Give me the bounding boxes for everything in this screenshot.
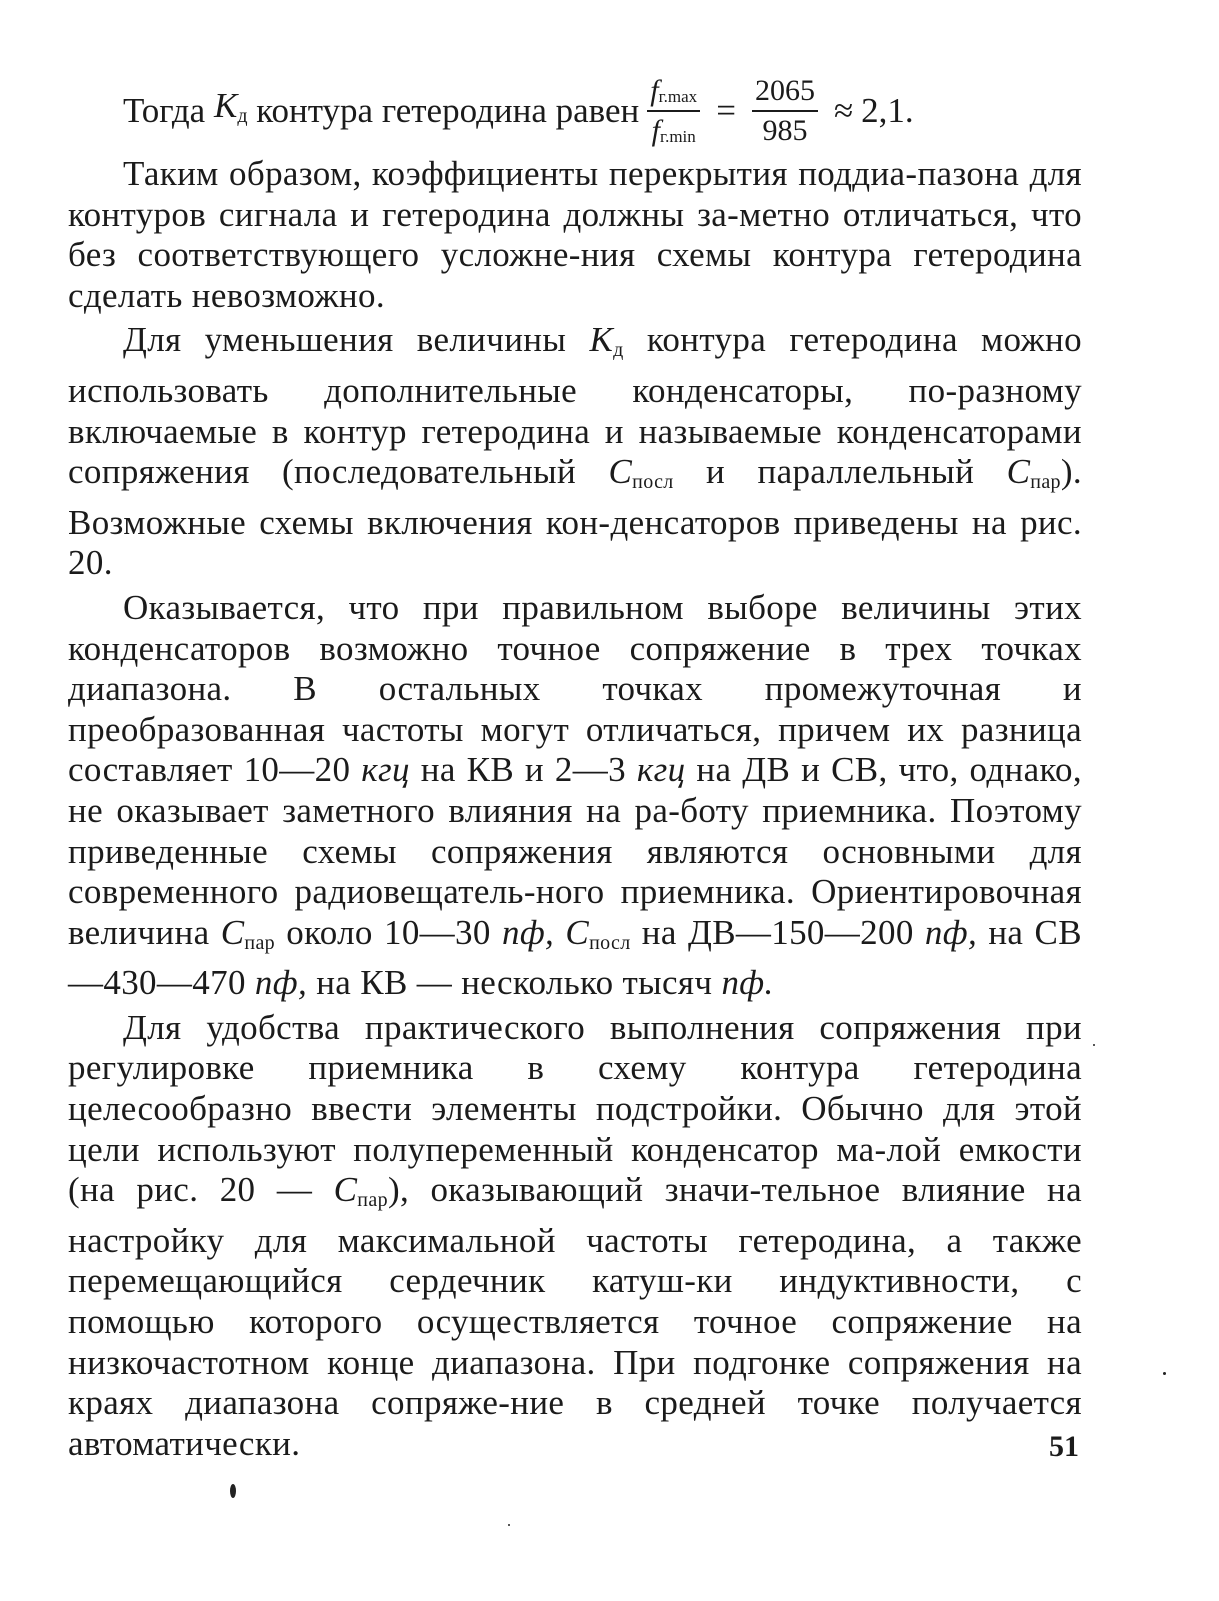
c-series-symbol: $C_{посл}$	[565, 912, 631, 954]
c-parallel-symbol: $C_{пар}$	[220, 912, 276, 954]
approx-sign: ≈	[833, 91, 854, 130]
paragraph-2: Для уменьшения величины $K_д$ контура гетеродина можно использовать дополнительные конденсаторы, по-разному включаемые в контур гетеродина и называемые конденсаторами сопряжения (последовательный $C_{посл}$ и параллельный $C_{пар}$). Возможные схемы включения кон-денсаторов приведены на рис. 20.	[68, 320, 1083, 583]
fraction-denominator: $f_{г.min}$	[651, 114, 696, 147]
print-speck	[1093, 1044, 1095, 1046]
paragraph-4: Для удобства практического выполнения сопряжения при регулировке приемника в схему контура гетеродина целесообразно ввести элементы подстройки. Обычно для этой цели используют полупеременный конденсатор ма-лой емкости (на рис. 20 — $C_{пар}$), оказывающий значи-тельное влияние на настройку для максимальной частоты гетеродина, а также перемещающийся сердечник катуш-ки индуктивности, с помощью которого осуществляется точное сопряжение на низкочастотном конце диапазона. При подгонке сопряжения на краях диапазона сопряже-ние в средней точке получается автоматически.	[68, 1007, 1082, 1463]
print-speck	[230, 1484, 236, 1498]
k-symbol-inline: $K_д$	[589, 320, 624, 362]
print-speck	[508, 1524, 510, 1526]
formula-lead-text: Тогда	[123, 91, 206, 130]
formula-line	[68, 72, 1082, 150]
page-body	[68, 72, 1082, 1468]
c-series-symbol: $C_{посл}$	[608, 452, 674, 494]
formula-middle-text: контура гетеродина равен	[256, 91, 640, 130]
numeric-denominator: 985	[762, 114, 808, 147]
print-speck	[1163, 1372, 1166, 1375]
c-parallel-symbol: $C_{пар}$	[333, 1170, 388, 1212]
formula-result: 2,1.	[861, 91, 914, 130]
fraction-numerator: $f_{г.max}$	[647, 76, 700, 112]
c-parallel-symbol: $C_{пар}$	[1006, 452, 1061, 494]
paragraph-1: Таким образом, коэффициенты перекрытия поддиа-пазона для контуров сигнала и гетеродина должны за-метно отличаться, что без соответствующего усложне-ния схемы контура гетеродина сделать невозможно.	[68, 154, 1082, 315]
numeric-numerator: 2065	[752, 76, 818, 112]
page-number: 51	[1049, 1430, 1079, 1463]
numeric-fraction	[752, 76, 818, 146]
k-symbol: $K_д$	[213, 86, 248, 127]
paragraph-3: Оказывается, что при правильном выборе величины этих конденсаторов возможно точное сопряжение в трех точках диапазона. В остальных точках промежуточная и преобразованная частоты могут отличаться, причем их разница составляет 10—20 кгц на КВ и 2—3 кгц на ДВ и СВ, что, однако, не оказывает заметного влияния на ра-боту приемника. Поэтому приведенные схемы сопряжения являются основными для современного радиовещатель-ного приемника. Ориентировочная величина $C_{пар}$ около 10—30 пф, $C_{посл}$ на ДВ—150—200 пф, на СВ—430—470 пф, на КВ — несколько тысяч пф.	[68, 587, 1082, 1003]
frequency-ratio-fraction	[647, 76, 700, 146]
equals-sign: =	[716, 91, 736, 130]
